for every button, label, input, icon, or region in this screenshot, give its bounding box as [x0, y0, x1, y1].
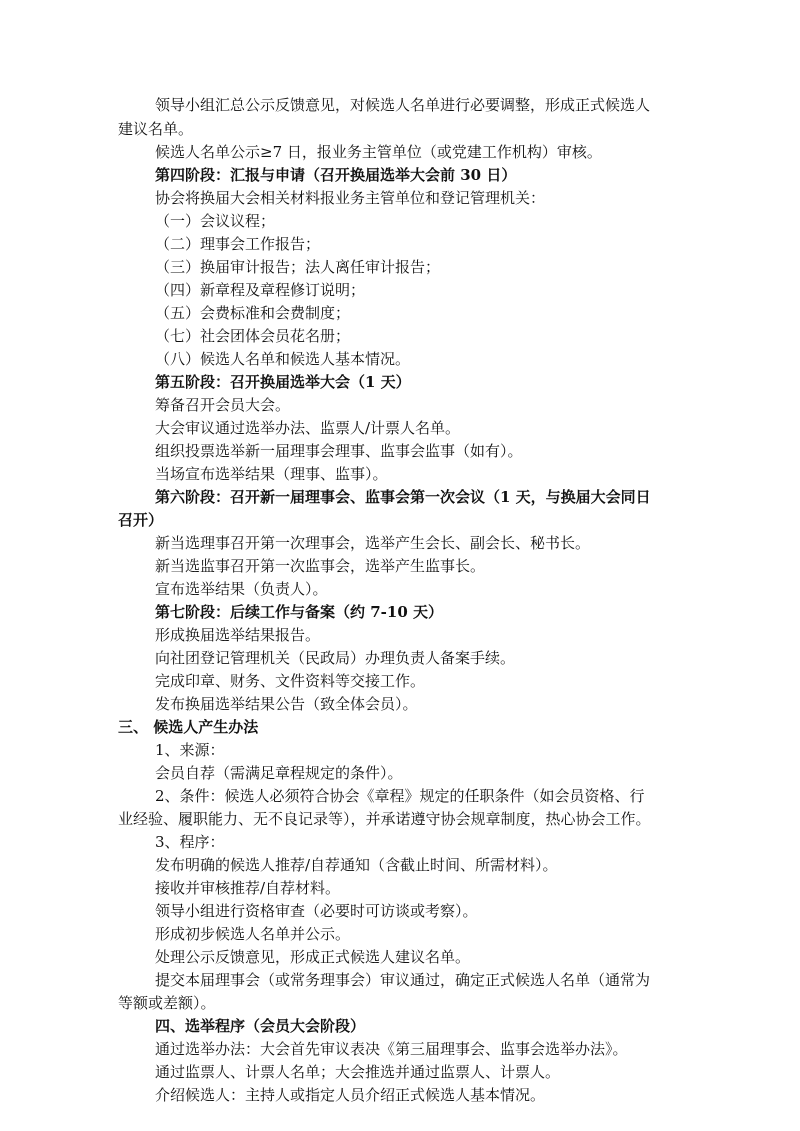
paragraph-line: 提交本届理事会（或常务理事会）审议通过，确定正式候选人名单（通常为 [155, 971, 651, 989]
list-item: （八）候选人名单和候选人基本情况。 [155, 350, 411, 368]
list-item: （一）会议议程； [155, 212, 276, 230]
paragraph-line: 组织投票选举新一届理事会理事、监事会监事（如有）。 [155, 442, 523, 460]
stage-heading: 第五阶段：召开换届选举大会（1 天） [155, 373, 411, 391]
paragraph-line: 形成初步候选人名单并公示。 [155, 925, 351, 943]
paragraph-line: 新当选监事召开第一次监事会，选举产生监事长。 [155, 557, 486, 575]
paragraph-line: 通过选举办法：大会首先审议表决《第三届理事会、监事会选举办法》。 [155, 1040, 628, 1058]
paragraph-line: 发布明确的候选人推荐/自荐通知（含截止时间、所需材料）。 [155, 856, 558, 874]
section-heading: 四、选举程序（会员大会阶段） [155, 1017, 366, 1035]
list-item: （五）会费标准和会费制度； [155, 304, 351, 322]
paragraph-line: 建议名单。 [118, 120, 194, 138]
paragraph-line: 介绍候选人：主持人或指定人员介绍正式候选人基本情况。 [155, 1086, 546, 1104]
paragraph-line: 接收并审核推荐/自荐材料。 [155, 879, 341, 897]
paragraph-line: 大会审议通过选举办法、监票人/计票人名单。 [155, 419, 461, 437]
paragraph-line: 当场宣布选举结果（理事、监事）。 [155, 465, 388, 483]
subsection-label: 3、程序： [155, 833, 225, 851]
list-item: （四）新章程及章程修订说明； [155, 281, 366, 299]
paragraph-line: 通过监票人、计票人名单；大会推选并通过监票人、计票人。 [155, 1063, 561, 1081]
paragraph-line: 新当选理事召开第一次理事会，选举产生会长、副会长、秘书长。 [155, 534, 591, 552]
paragraph-line: 向社团登记管理机关（民政局）办理负责人备案手续。 [155, 649, 516, 667]
section-heading: 三、 候选人产生办法 [118, 718, 259, 736]
paragraph-line: 处理公示反馈意见，形成正式候选人建议名单。 [155, 948, 471, 966]
paragraph-line: 完成印章、财务、文件资料等交接工作。 [155, 672, 426, 690]
paragraph-line: 2、条件：候选人必须符合协会《章程》规定的任职条件（如会员资格、行 [155, 787, 645, 805]
paragraph-line: 发布换届选举结果公告（致全体会员）。 [155, 695, 418, 713]
list-item: （二）理事会工作报告； [155, 235, 321, 253]
list-item: （七）社会团体会员花名册； [155, 327, 351, 345]
paragraph-line: 形成换届选举结果报告。 [155, 626, 321, 644]
stage-heading: 第四阶段：汇报与申请（召开换届选举大会前 30 日） [155, 166, 517, 184]
paragraph-line: 等额或差额）。 [118, 994, 216, 1012]
paragraph-line: 业经验、履职能力、无不良记录等），并承诺遵守协会规章制度，热心协会工作。 [118, 810, 651, 828]
paragraph-line: 领导小组汇总公示反馈意见，对候选人名单进行必要调整，形成正式候选人 [155, 96, 651, 114]
list-item: （三）换届审计报告；法人离任审计报告； [155, 258, 441, 276]
paragraph-line: 协会将换届大会相关材料报业务主管单位和登记管理机关： [155, 189, 546, 207]
stage-heading: 第七阶段：后续工作与备案（约 7-10 天） [155, 603, 443, 621]
subsection-label: 1、来源： [155, 741, 225, 759]
paragraph-line: 领导小组进行资格审查（必要时可访谈或考察）。 [155, 902, 478, 920]
stage-heading-continued: 召开） [118, 511, 164, 529]
paragraph-line: 筹备召开会员大会。 [155, 396, 291, 414]
paragraph-line: 宣布选举结果（负责人）。 [155, 580, 328, 598]
paragraph-line: 会员自荐（需满足章程规定的条件）。 [155, 764, 403, 782]
paragraph-line: 候选人名单公示≥7 日，报业务主管单位（或党建工作机构）审核。 [155, 143, 602, 161]
stage-heading: 第六阶段：召开新一届理事会、监事会第一次会议（1 天，与换届大会同日 [155, 488, 651, 506]
